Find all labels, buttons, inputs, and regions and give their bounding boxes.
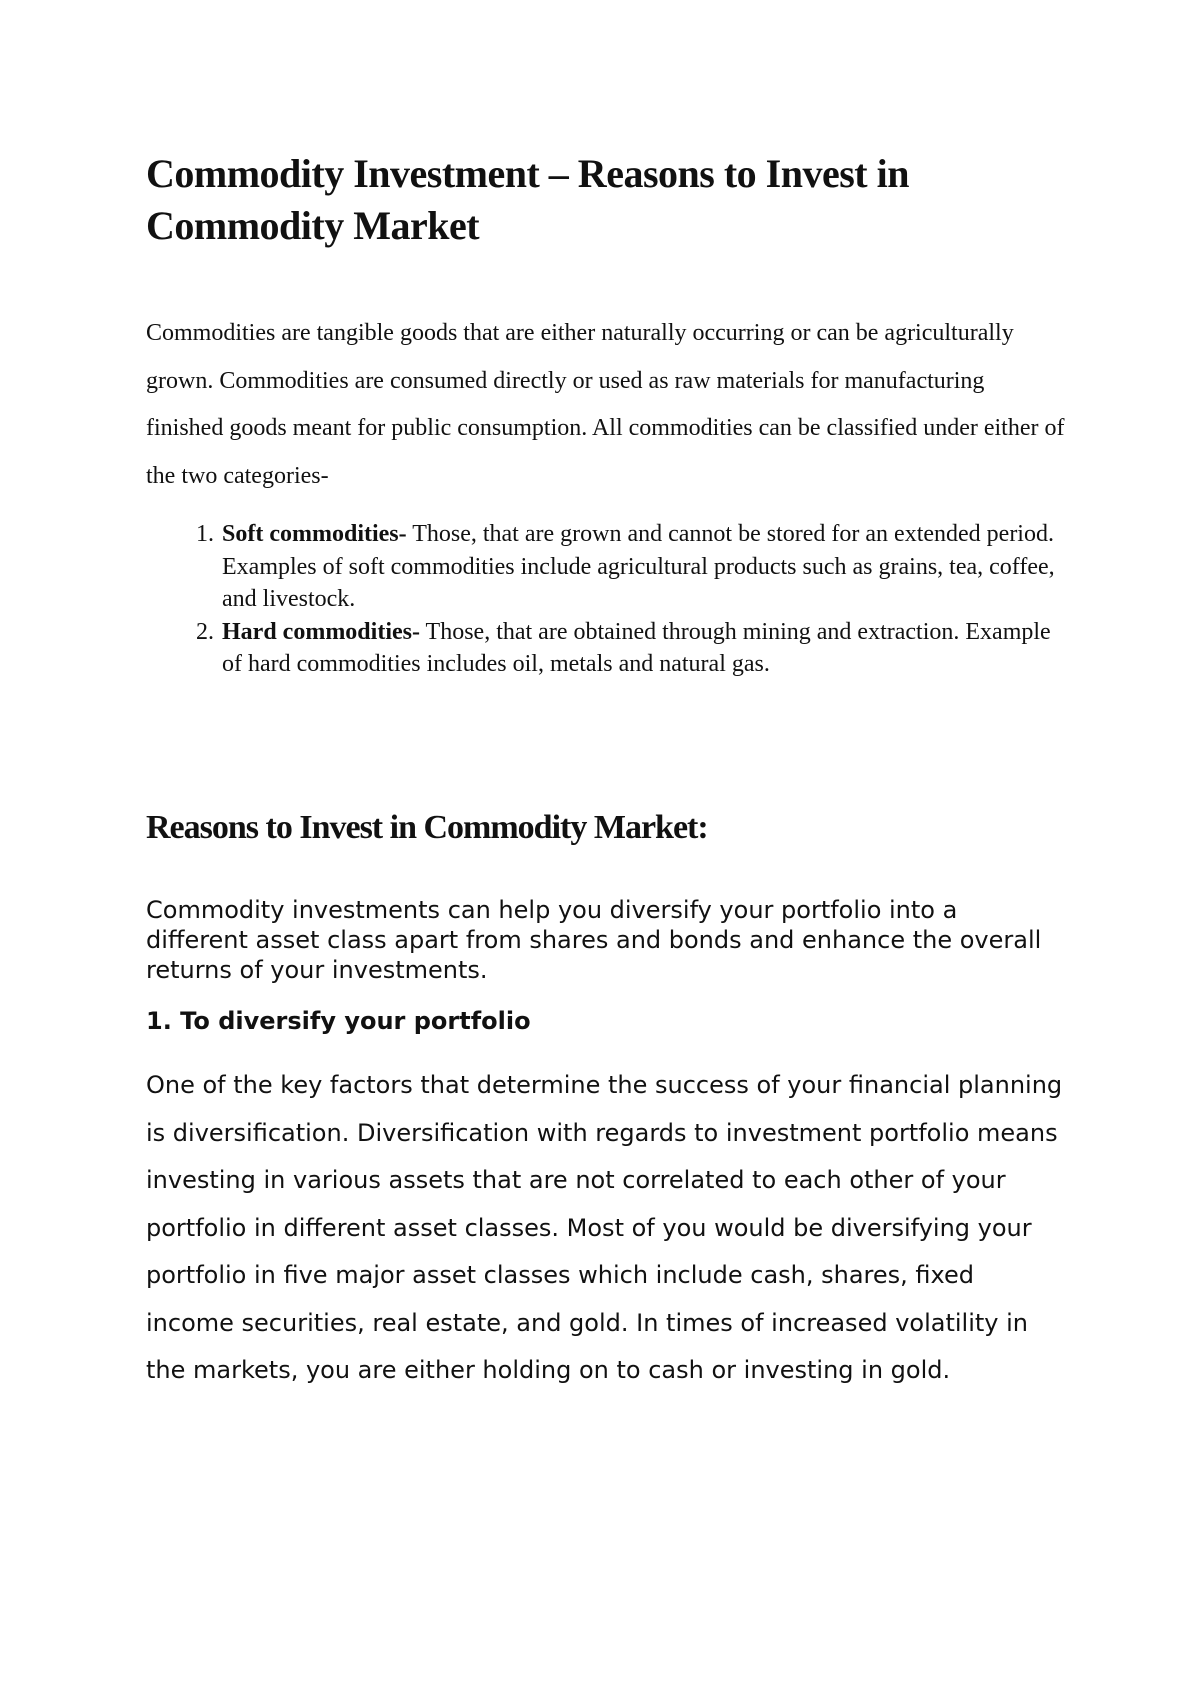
list-item-term: Soft commodities- (222, 521, 407, 547)
list-item-text: Those, that are obtained through mining and extraction. Example of hard commodities includes oil, metals and natural gas. (222, 618, 1051, 677)
subheading: 1. To diversify your portfolio (146, 1007, 531, 1035)
list-item (220, 616, 1066, 681)
section-lead-paragraph: Commodity investments can help you diversify your portfolio into a different asset class apart from shares and bonds and enhance the overall returns of your investments. (146, 896, 1042, 984)
subheading-body-paragraph: One of the key factors that determine the success of your financial planning is diversification. Diversification with regards to investment portfolio means investing in various assets that are not correlated to each other of your portfolio in different asset classes. Most of you would be diversifying your portfolio in five major asset classes which include cash, shares, fixed income securities, real estate, and gold. In times of increased volatility in the markets, you are either holding on to cash or investing in gold. (146, 1071, 1063, 1384)
intro-paragraph: Commodities are tangible goods that are either naturally occurring or can be agriculturally grown. Commodities are consumed directly or used as raw materials for manufacturing finished goods meant for public consumption. All commodities can be classified under either of the two categories- (146, 320, 1065, 489)
list-item-text: Those, that are grown and cannot be stored for an extended period. Examples of soft commodities include agricultural products such as grains, tea, coffee, and livestock. (222, 521, 1055, 612)
list-item (220, 518, 1066, 616)
document-title: Commodity Investment – Reasons to Invest in Commodity Market (146, 151, 909, 248)
list-item-term: Hard commodities- (222, 618, 420, 645)
commodity-category-list (146, 518, 1066, 681)
section-heading: Reasons to Invest in Commodity Market: (146, 809, 708, 846)
